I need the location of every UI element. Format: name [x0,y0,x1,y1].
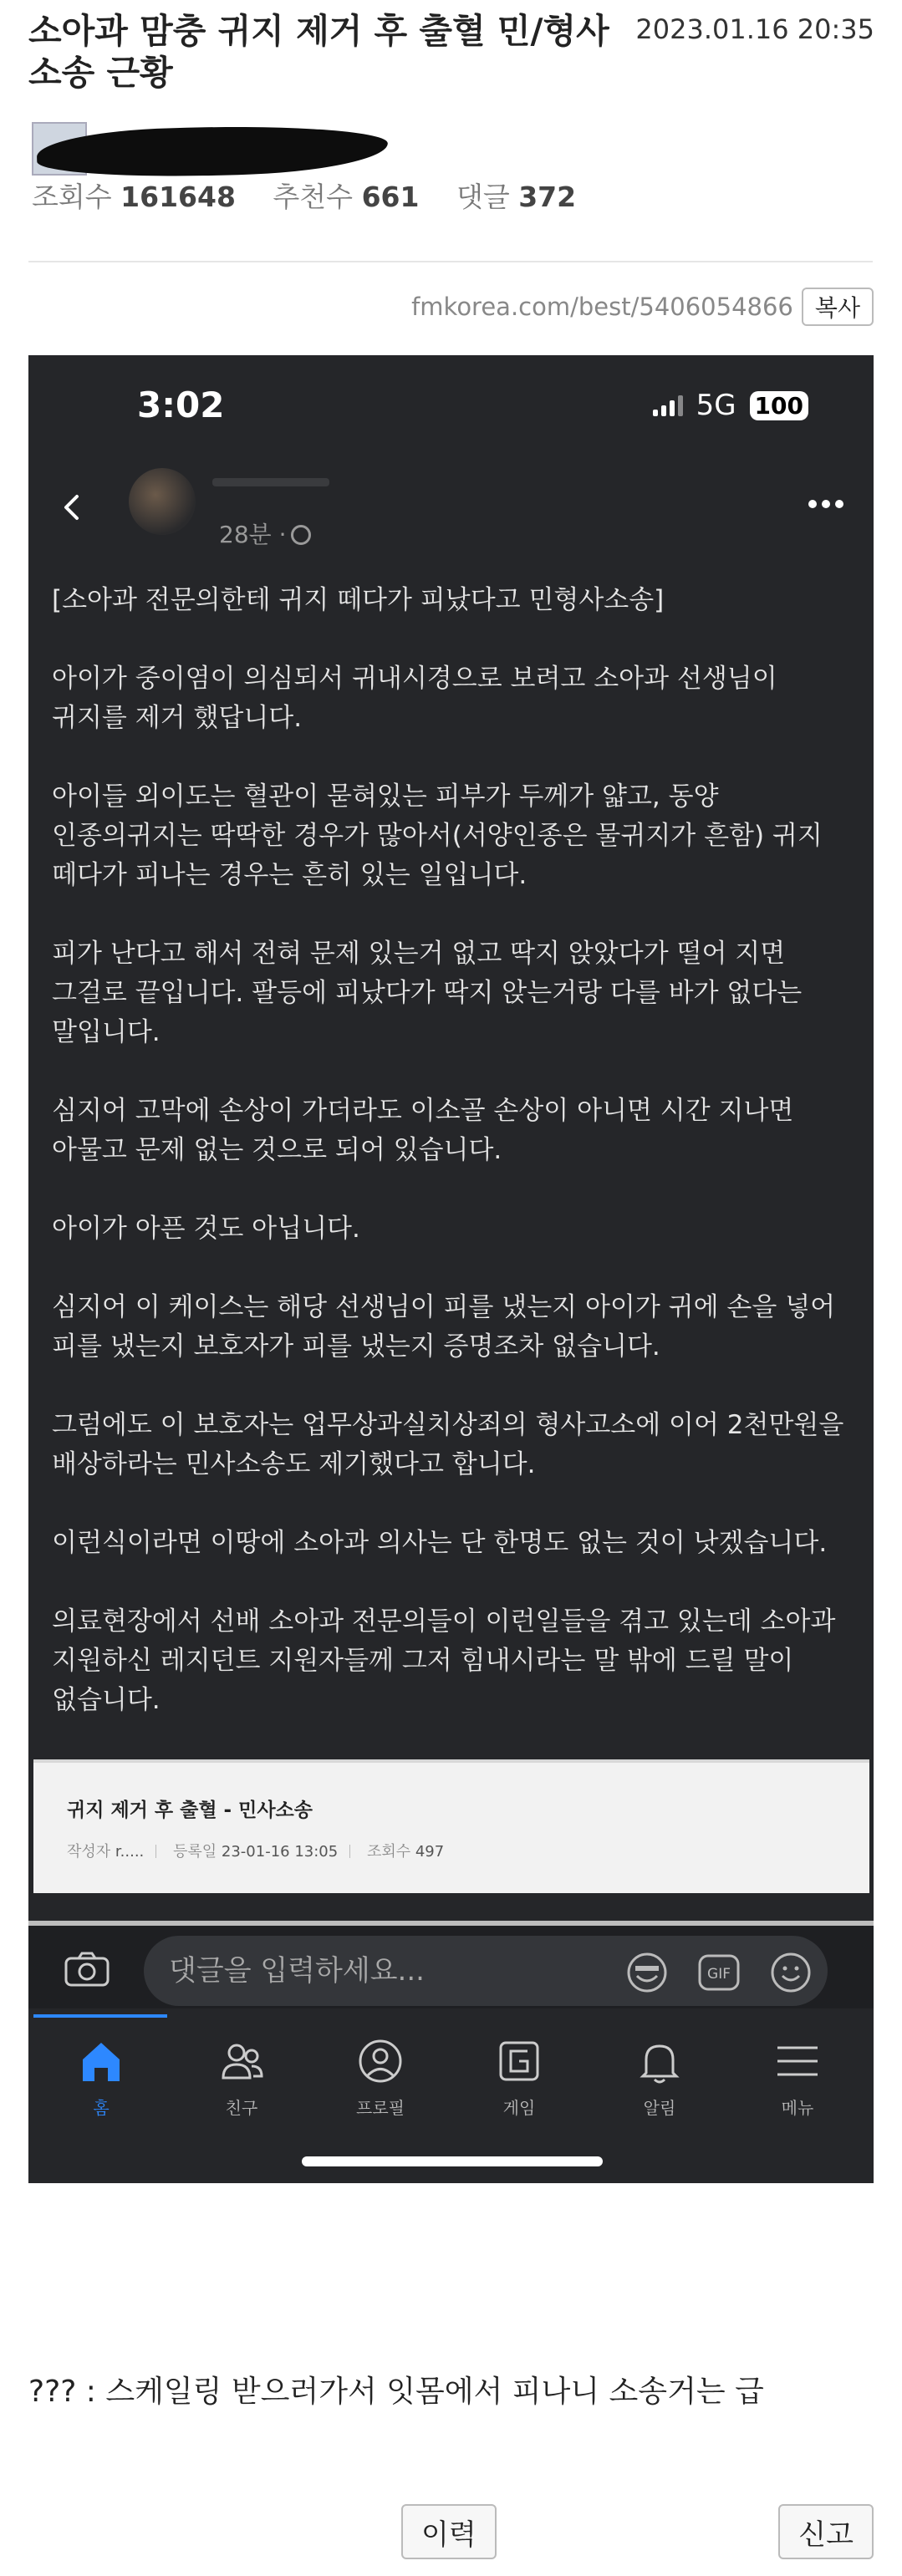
svg-text:GIF: GIF [707,1966,731,1983]
fb-paragraph: 아이가 아픈 것도 아닙니다. [52,1214,360,1244]
fb-avatar[interactable] [129,468,196,535]
fb-post-time: 28분 · [219,521,287,548]
fb-post-header [28,468,874,552]
profile-icon [355,2036,405,2086]
friends-icon [217,2036,267,2086]
history-button[interactable]: 이력 [401,2504,497,2559]
likes-count: 661 [361,181,420,213]
preview-title: 귀지 제거 후 출혈 - 민사소송 [67,1800,313,1821]
fb-post-meta [219,517,311,550]
battery-icon: 100 [750,391,808,420]
report-button[interactable]: 신고 [778,2504,874,2559]
camera-icon[interactable] [64,1951,110,1988]
status-time: 3:02 [137,384,225,425]
preview-views-label: 조회수 [366,1843,411,1861]
fb-post-body [52,581,854,1759]
fb-name-redacted [212,478,329,486]
fb-paragraph: 아이들 외이도는 혈관이 묻혀있는 피부가 두께가 얇고, 동양 인종의귀지는 딱딱한 경우가 많아서(서양인종은 물귀지가 흔함) 귀지 떼다가 피나는 경우는 흔히 있는 일입니다. [52,781,823,890]
tab-label: 게임 [502,2098,536,2118]
redaction-scribble [36,123,388,181]
status-indicators [653,389,808,422]
preview-author-label: 작성자 [67,1843,111,1861]
home-indicator [302,2156,603,2166]
author-row[interactable] [28,109,530,176]
fb-paragraph: 피가 난다고 해서 전혀 문제 있는거 없고 딱지 앉았다가 떨어 지면 그걸로 끝입니다. 팔등에 피났다가 딱지 앉는거랑 다를 바가 없다는 말입니다. [52,939,803,1047]
home-icon [76,2036,126,2086]
gif-icon[interactable] [697,1951,741,1994]
fb-paragraph: 의료현장에서 선배 소아과 전문의들이 이런일들을 겪고 있는데 소아과 지원하신 레지던트 지원자들께 그저 힘내시라는 말 밖에 드릴 말이 없습니다. [52,1606,836,1715]
fb-paragraph: 이런식이라면 이땅에 소아과 의사는 단 한명도 없는 것이 낫겠습니다. [52,1528,828,1558]
game-icon [494,2036,544,2086]
link-preview-card[interactable] [33,1759,869,1893]
preview-author: r..... [115,1843,145,1861]
fb-paragraph: 심지어 고막에 손상이 가더라도 이소골 손상이 아니면 시간 지나면 아물고 문제 없는 것으로 되어 있습니다. [52,1096,794,1165]
bottom-tab-bar [28,2014,874,2183]
tab-menu[interactable] [735,2029,860,2130]
embedded-screenshot [28,355,874,2183]
tab-label: 홈 [93,2098,110,2118]
bell-icon [634,2036,685,2086]
fb-paragraph: 아이가 중이염이 의심되서 귀내시경으로 보려고 소아과 선생님이 귀지를 제거 했답니다. [52,664,777,733]
post-stats [32,176,576,215]
url-bar [411,287,874,327]
menu-icon [772,2036,823,2086]
signal-icon [653,395,683,416]
comment-bar [28,1921,874,2008]
preview-meta [67,1840,444,1861]
globe-icon [291,525,311,545]
views-count: 161648 [120,181,236,213]
post-url[interactable]: fmkorea.com/best/5406054866 [411,293,793,321]
tab-game[interactable] [456,2029,582,2130]
tab-notifications[interactable] [597,2029,722,2130]
tab-profile[interactable] [318,2029,443,2130]
preview-date: 23-01-16 13:05 [221,1843,339,1861]
likes-label: 추천수 [273,181,354,213]
preview-date-label: 등록일 [173,1843,217,1861]
fb-paragraph: [소아과 전문의한테 귀지 떼다가 피났다고 민형사소송] [52,585,665,615]
back-arrow-icon[interactable] [59,493,87,522]
tab-home[interactable] [38,2029,164,2130]
comments-count: 372 [518,181,577,213]
post-comment-text: ??? : 스케일링 받으러가서 잇몸에서 피나니 소송거는 급 [28,2375,764,2409]
tab-label: 친구 [225,2098,258,2118]
post-date: 2023.01.16 20:35 [635,13,874,45]
post-title: 소아과 맘충 귀지 제거 후 출혈 민/형사 소송 근황 [28,11,609,93]
header-divider [28,261,873,262]
comments-label: 댓글 [456,181,510,213]
network-type: 5G [696,389,736,422]
tab-label: 프로필 [356,2098,405,2118]
emoji-icon[interactable] [769,1951,813,1994]
more-options-icon[interactable] [808,500,843,508]
fb-paragraph: 심지어 이 케이스는 해당 선생님이 피를 냈는지 아이가 귀에 손을 넣어 피를 냈는지 보호자가 피를 냈는지 증명조차 없습니다. [52,1292,836,1362]
tab-label: 알림 [643,2098,676,2118]
avatar-sticker-icon[interactable] [625,1951,669,1994]
views-label: 조회수 [32,181,112,213]
tab-label: 메뉴 [781,2098,814,2118]
fb-paragraph: 그럼에도 이 보호자는 업무상과실치상죄의 형사고소에 이어 2천만원을 배상하라는 민사소송도 제기했다고 합니다. [52,1410,844,1479]
tab-friends[interactable] [179,2029,304,2130]
copy-url-button[interactable]: 복사 [802,288,874,326]
active-tab-indicator [33,2014,167,2018]
preview-views: 497 [415,1843,445,1861]
